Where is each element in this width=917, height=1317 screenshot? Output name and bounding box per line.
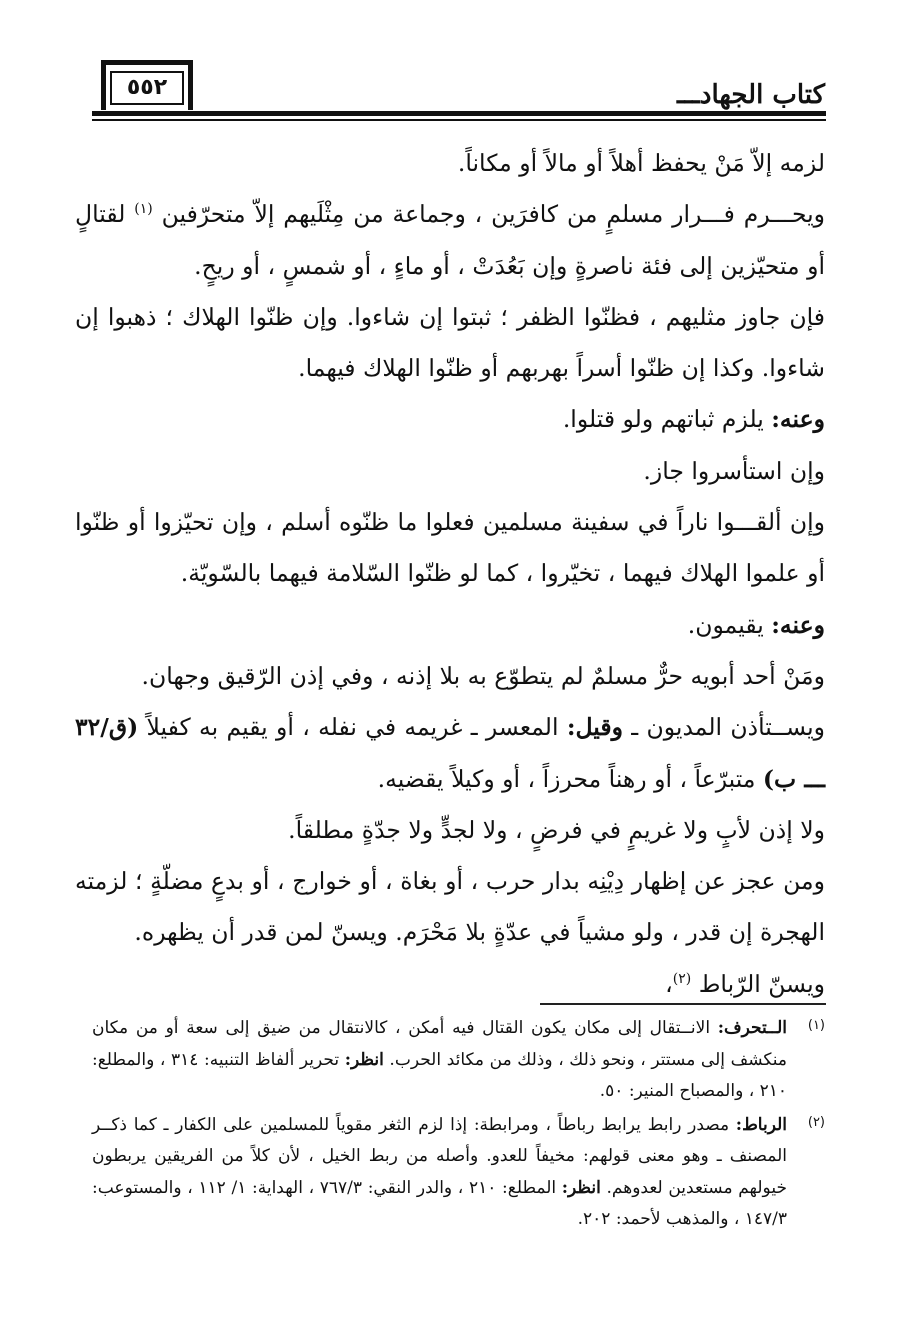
footnote-ref[interactable]: (٢) <box>672 970 692 987</box>
paragraph-9 <box>75 702 825 805</box>
header-dash: ـــ <box>677 80 700 110</box>
footnote-label: الرباط: <box>735 1114 787 1135</box>
footnote-label: الــتحرف: <box>717 1018 787 1038</box>
header-title: كتاب الجهاد <box>699 80 825 110</box>
paragraph-3 <box>75 292 825 395</box>
page-number: ٥٥٢ <box>110 71 184 105</box>
paragraph-6 <box>75 497 825 600</box>
page-number-box <box>101 60 193 110</box>
footnote-1 <box>92 1013 825 1108</box>
paragraph-text: ويسنّ الرّباط <box>691 969 825 998</box>
paragraph-5 <box>75 446 825 497</box>
paragraph-4 <box>75 394 825 445</box>
footnote-number: (٢) <box>807 1114 825 1130</box>
paragraph-label: وعنه: <box>771 610 825 639</box>
footnote-ref-label: انظر: <box>344 1049 384 1070</box>
footnotes <box>92 1013 825 1238</box>
header-rule-thin <box>92 119 826 121</box>
footnote-separator <box>540 1003 826 1005</box>
paragraph-text: فإن جاوز مثليهم ، فظنّوا الظفر ؛ ثبتوا إن شاءوا. وإن ظنّوا الهلاك ؛ ذهبوا إن شاءوا. وكذا إن ظنّوا أسراً بهربهم أو ظنّوا الهلاك فيهما. <box>75 302 825 383</box>
footnote-ref-label: انظر: <box>561 1177 601 1198</box>
paragraph-text: وإن استأسروا جاز. <box>643 456 825 485</box>
paragraph-text: لقتالٍ أو متحيّزين إلى فئة ناصرةٍ وإن بَعُدَتْ ، أو ماءٍ ، أو شمسٍ ، أو ريحٍ. <box>75 200 825 280</box>
footnote-ref[interactable]: (١) <box>134 201 153 218</box>
footnote-text: الانــتقال إلى مكان يكون القتال فيه أمكن ، كالانتقال من ضيق إلى سعة أو من مكان منكشف إلى مستتر ، ونحو ذلك ، وذلك من مكائد الحرب. <box>92 1018 788 1070</box>
paragraph-7 <box>75 600 825 651</box>
footnote-text: مصدر رابط يرابط رباطاً ، ومرابطة: إذا لزم الثغر مقوياً للمسلمين على الكفار ـ كما ذكــر المصنف ـ وهو معنى قولهم: مخيفاً للعدو. وأصله من ربط الخيل ، لأن كلاً من الفريقين يربطون خيولهم مستعدين لعدوهم. <box>92 1114 787 1198</box>
paragraph-2 <box>75 189 825 292</box>
paragraph-text: المعسر ـ غريمه في نفله ، أو يقيم به كفيلاً <box>138 713 567 742</box>
paragraph-8 <box>75 651 825 702</box>
footnote-ref-text: تحرير ألفاظ التنبيه: ٣١٤ ، والمطلع: ٢١٠ ، والمصباح المنير: ٥٠. <box>92 1049 787 1101</box>
footnote-2 <box>92 1110 825 1236</box>
paragraph-text: يلزم ثباتهم ولو قتلوا. <box>562 405 772 434</box>
manuscript-marker: (ق/٣٢ ـــ ب) <box>75 713 825 793</box>
header-rule <box>92 111 826 116</box>
paragraph-label: وقيل: <box>566 713 623 742</box>
paragraph-text: وإن ألقـــوا ناراً في سفينة مسلمين فعلوا ما ظنّوه أسلم ، وإن تحيّزوا أو ظنّوا أو علموا الهلاك فيهما ، تخيّروا ، كما لو ظنّوا السّلامة فيهما بالسّويّة. <box>75 508 825 588</box>
paragraph-text: ، <box>665 969 673 998</box>
paragraph-text: ويســتأذن المديون ـ <box>622 713 825 742</box>
paragraph-1 <box>75 138 825 189</box>
paragraph-text: ولا إذن لأبٍ ولا غريمٍ في فرضٍ ، ولا لجدٍّ ولا جدّةٍ مطلقاً. <box>288 815 825 844</box>
paragraph-text: ويحـــرم فـــرار مسلمٍ من كافرَين ، وجماعة من مِثْلَيهم إلاّ متحرّفين <box>152 200 825 229</box>
paragraph-10 <box>75 805 825 856</box>
footnote-number: (١) <box>807 1018 825 1033</box>
running-header <box>677 80 825 110</box>
footnote-ref-text: المطلع: ٢١٠ ، والدر النقي: ٧٦٧/٣ ، الهداية: ١/ ١١٢ ، والمستوعب: ١٤٧/٣ ، والمذهب لأحمد: ٢٠٢. <box>92 1177 787 1229</box>
paragraph-text: لزمه إلاّ مَنْ يحفظ أهلاً أو مالاً أو مكاناً. <box>457 149 825 177</box>
paragraph-text: متبرّعاً ، أو رهناً محرزاً ، أو وكيلاً يقضيه. <box>377 764 763 793</box>
paragraph-11 <box>75 856 825 959</box>
paragraph-text: ومن عجز عن إظهار دِيْنِه بدار حرب ، أو بغاة ، أو خوارج ، أو بدعٍ مضلّةٍ ؛ لزمته الهجرة إن قدر ، ولو مشياً في عدّةٍ بلا مَحْرَم. ويسنّ لمن قدر أن يظهره. <box>75 867 825 947</box>
main-text <box>75 138 825 1010</box>
paragraph-label: وعنه: <box>771 405 825 434</box>
paragraph-text: يقيمون. <box>687 610 772 639</box>
paragraph-text: ومَنْ أحد أبويه حرٌّ مسلمٌ لم يتطوّع به بلا إذنه ، وفي إذن الرّقيق وجهان. <box>141 661 825 690</box>
